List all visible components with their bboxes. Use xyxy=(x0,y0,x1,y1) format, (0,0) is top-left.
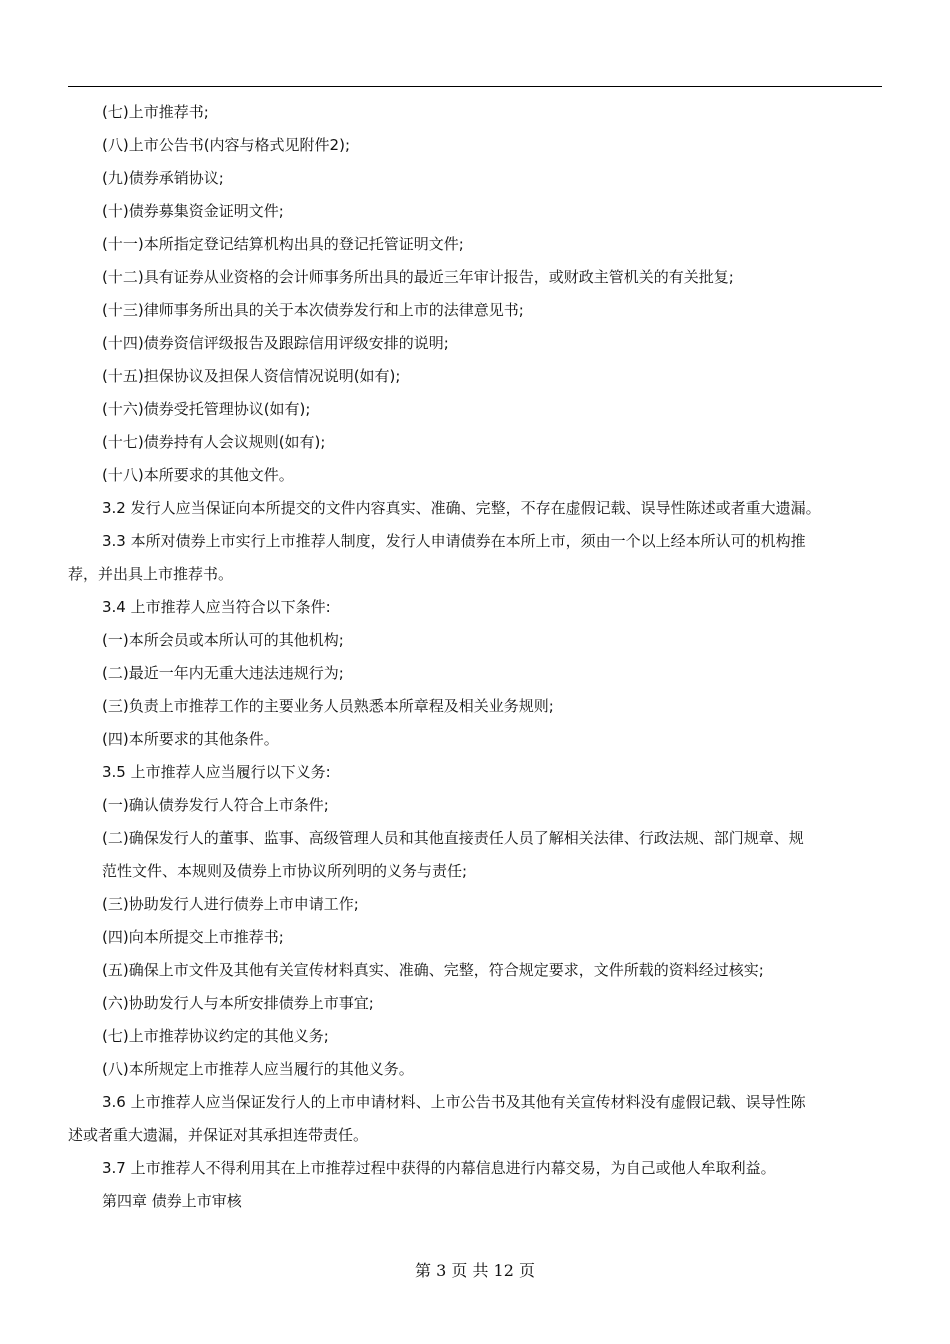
document-body xyxy=(68,96,884,1218)
document-line: 3.7 上市推荐人不得利用其在上市推荐过程中获得的内幕信息进行内幕交易，为自己或他人牟取利益。 xyxy=(102,1159,776,1177)
document-line: (十)债券募集资金证明文件; xyxy=(102,202,284,220)
document-line: (十五)担保协议及担保人资信情况说明(如有); xyxy=(102,367,401,385)
document-line: (二)最近一年内无重大违法违规行为; xyxy=(102,664,344,682)
document-line: 3.6 上市推荐人应当保证发行人的上市申请材料、上市公告书及其他有关宣传材料没有虚假记载、误导性陈 xyxy=(102,1093,806,1111)
document-line: (三)协助发行人进行债券上市申请工作; xyxy=(102,895,359,913)
document-line: (十四)债券资信评级报告及跟踪信用评级安排的说明; xyxy=(102,334,449,352)
document-line: (四)向本所提交上市推荐书; xyxy=(102,928,284,946)
document-line: 3.4 上市推荐人应当符合以下条件: xyxy=(102,598,331,616)
document-line: 3.3 本所对债券上市实行上市推荐人制度，发行人申请债券在本所上市，须由一个以上经本所认可的机构推 xyxy=(102,532,806,550)
document-line: (六)协助发行人与本所安排债券上市事宜; xyxy=(102,994,374,1012)
document-line: (十七)债券持有人会议规则(如有); xyxy=(102,433,326,451)
document-line: (八)本所规定上市推荐人应当履行的其他义务。 xyxy=(102,1060,414,1078)
document-line: (十三)律师事务所出具的关于本次债券发行和上市的法律意见书; xyxy=(102,301,524,319)
document-line: (二)确保发行人的董事、监事、高级管理人员和其他直接责任人员了解相关法律、行政法规、部门规章、规 xyxy=(102,829,804,847)
document-line: (一)确认债券发行人符合上市条件; xyxy=(102,796,329,814)
document-line: (三)负责上市推荐工作的主要业务人员熟悉本所章程及相关业务规则; xyxy=(102,697,554,715)
document-line: 荐，并出具上市推荐书。 xyxy=(68,565,234,583)
document-line: (九)债券承销协议; xyxy=(102,169,224,187)
document-line: 3.2 发行人应当保证向本所提交的文件内容真实、准确、完整，不存在虚假记载、误导性陈述或者重大遗漏。 xyxy=(102,499,821,517)
document-line: (八)上市公告书(内容与格式见附件2); xyxy=(102,136,351,154)
document-line: (十一)本所指定登记结算机构出具的登记托管证明文件; xyxy=(102,235,464,253)
document-line: 第四章 债券上市审核 xyxy=(102,1192,242,1210)
document-line: 3.5 上市推荐人应当履行以下义务: xyxy=(102,763,331,781)
document-line: (七)上市推荐书; xyxy=(102,103,209,121)
document-line: (五)确保上市文件及其他有关宣传材料真实、准确、完整，符合规定要求，文件所载的资料经过核实; xyxy=(102,961,764,979)
document-line: (十二)具有证券从业资格的会计师事务所出具的最近三年审计报告，或财政主管机关的有关批复; xyxy=(102,268,734,286)
document-line: 范性文件、本规则及债券上市协议所列明的义务与责任; xyxy=(102,862,468,880)
document-line: (一)本所会员或本所认可的其他机构; xyxy=(102,631,344,649)
document-line: 述或者重大遗漏，并保证对其承担连带责任。 xyxy=(68,1126,369,1144)
page-footer: 第 3 页 共 12 页 xyxy=(415,1261,535,1280)
document-line: (十八)本所要求的其他文件。 xyxy=(102,466,294,484)
header-rule xyxy=(68,86,882,87)
document-line: (七)上市推荐协议约定的其他义务; xyxy=(102,1027,329,1045)
document-line: (四)本所要求的其他条件。 xyxy=(102,730,279,748)
document-line: (十六)债券受托管理协议(如有); xyxy=(102,400,311,418)
